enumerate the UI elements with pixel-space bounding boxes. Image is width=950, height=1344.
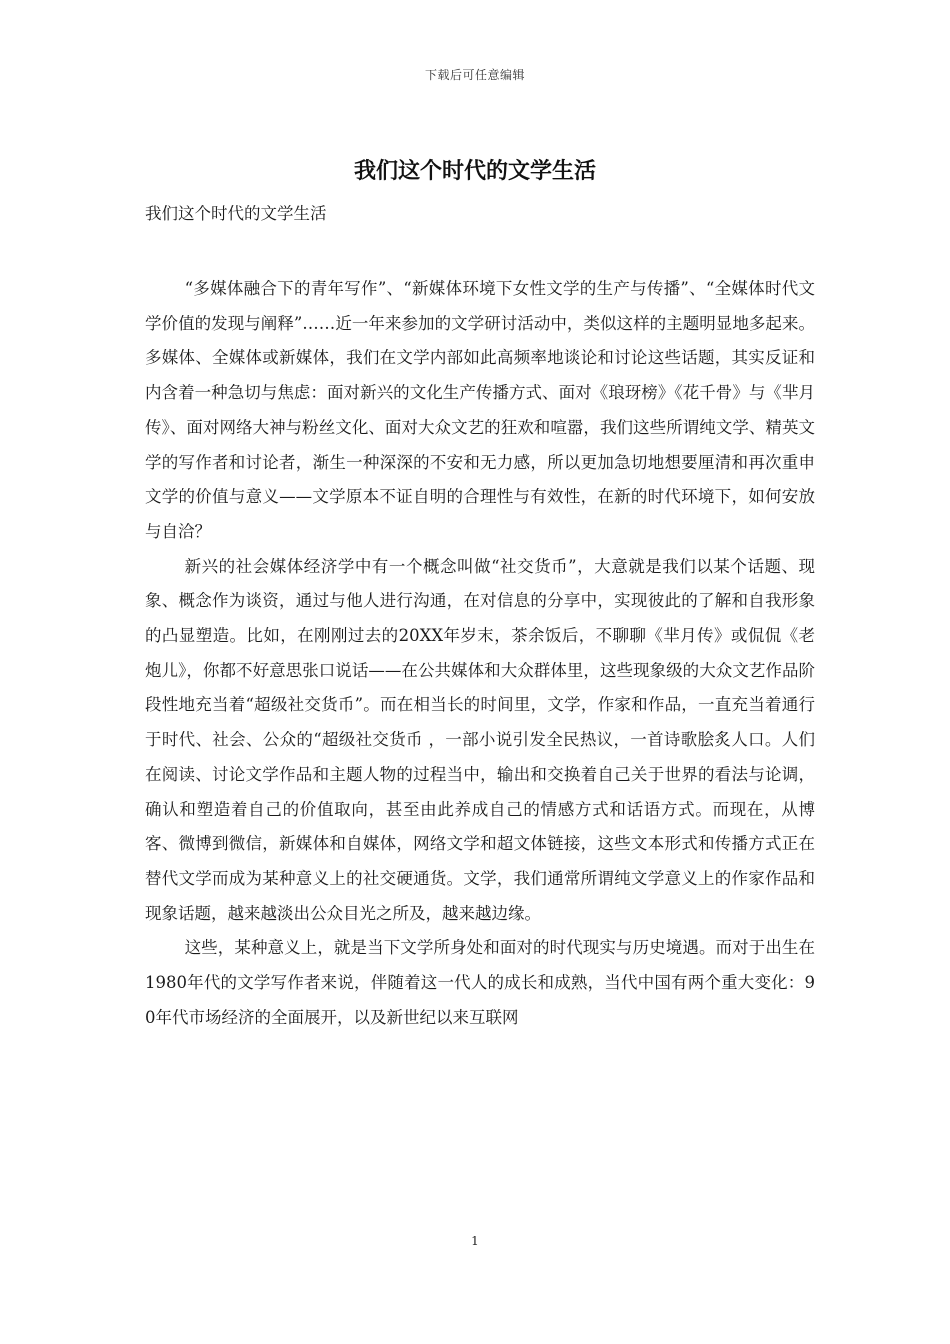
paragraph-2: 新兴的社会媒体经济学中有一个概念叫做“社交货币”，大意就是我们以某个话题、现象、概念作为谈资，通过与他人进行沟通，在对信息的分享中，实现彼此的了解和自我形象的凸显塑造。比如，在刚刚过去的20XX年岁末，茶余饭后，不聊聊《芈月传》或侃侃《老炮儿》，你都不好意思张口说话——在公共媒体和大众群体里，这些现象级的大众文艺作品阶段性地充当着“超级社交货币”。而在相当长的时间里，文学，作家和作品，一直充当着通行于时代、社会、公众的“超级社交货币 ，一部小说引发全民热议，一首诗歌脍炙人口。人们在阅读、讨论文学作品和主题人物的过程当中，输出和交换着自己关于世界的看法与论调，确认和塑造着自己的价值取向，甚至由此养成自己的情感方式和话语方式。而现在，从博客、微博到微信，新媒体和自媒体，网络文学和超文体链接，这些文本形式和传播方式正在替代文学而成为某种意义上的社交硬通货。文学，我们通常所谓纯文学意义上的作家作品和现象话题，越来越淡出公众目光之所及，越来越边缘。 — [145, 556, 815, 923]
document-subtitle: 我们这个时代的文学生活 — [145, 204, 327, 223]
paragraph-1: “多媒体融合下的青年写作”、“新媒体环境下女性文学的生产与传播”、“全媒体时代文学价值的发现与阐释”……近一年来参加的文学研讨活动中，类似这样的主题明显地多起来。多媒体、全媒体或新媒体，我们在文学内部如此高频率地谈论和讨论这些话题，其实反证和内含着一种急切与焦虑：面对新兴的文化生产传播方式、面对《琅玡榜》《花千骨》与《芈月传》、面对网络大神与粉丝文化、面对大众文艺的狂欢和喧嚣，我们这些所谓纯文学、精英文学的写作者和讨论者，渐生一种深深的不安和无力感，所以更加急切地想要厘清和再次重申文学的价值与意义——文学原本不证自明的合理性与有效性，在新的时代环境下，如何安放与自洽？ — [145, 279, 815, 541]
document-body — [145, 272, 815, 1035]
document-title: 我们这个时代的文学生活 — [353, 158, 596, 184]
page-header: 下载后可任意编辑 — [424, 68, 525, 82]
paragraph-3: 这些，某种意义上，就是当下文学所身处和面对的时代现实与历史境遇。而对于出生在1980年代的文学写作者来说，伴随着这一代人的成长和成熟，当代中国有两个重大变化：90年代市场经济的全面展开，以及新世纪以来互联网 — [145, 938, 815, 1027]
page-number: 1 — [471, 1234, 479, 1248]
